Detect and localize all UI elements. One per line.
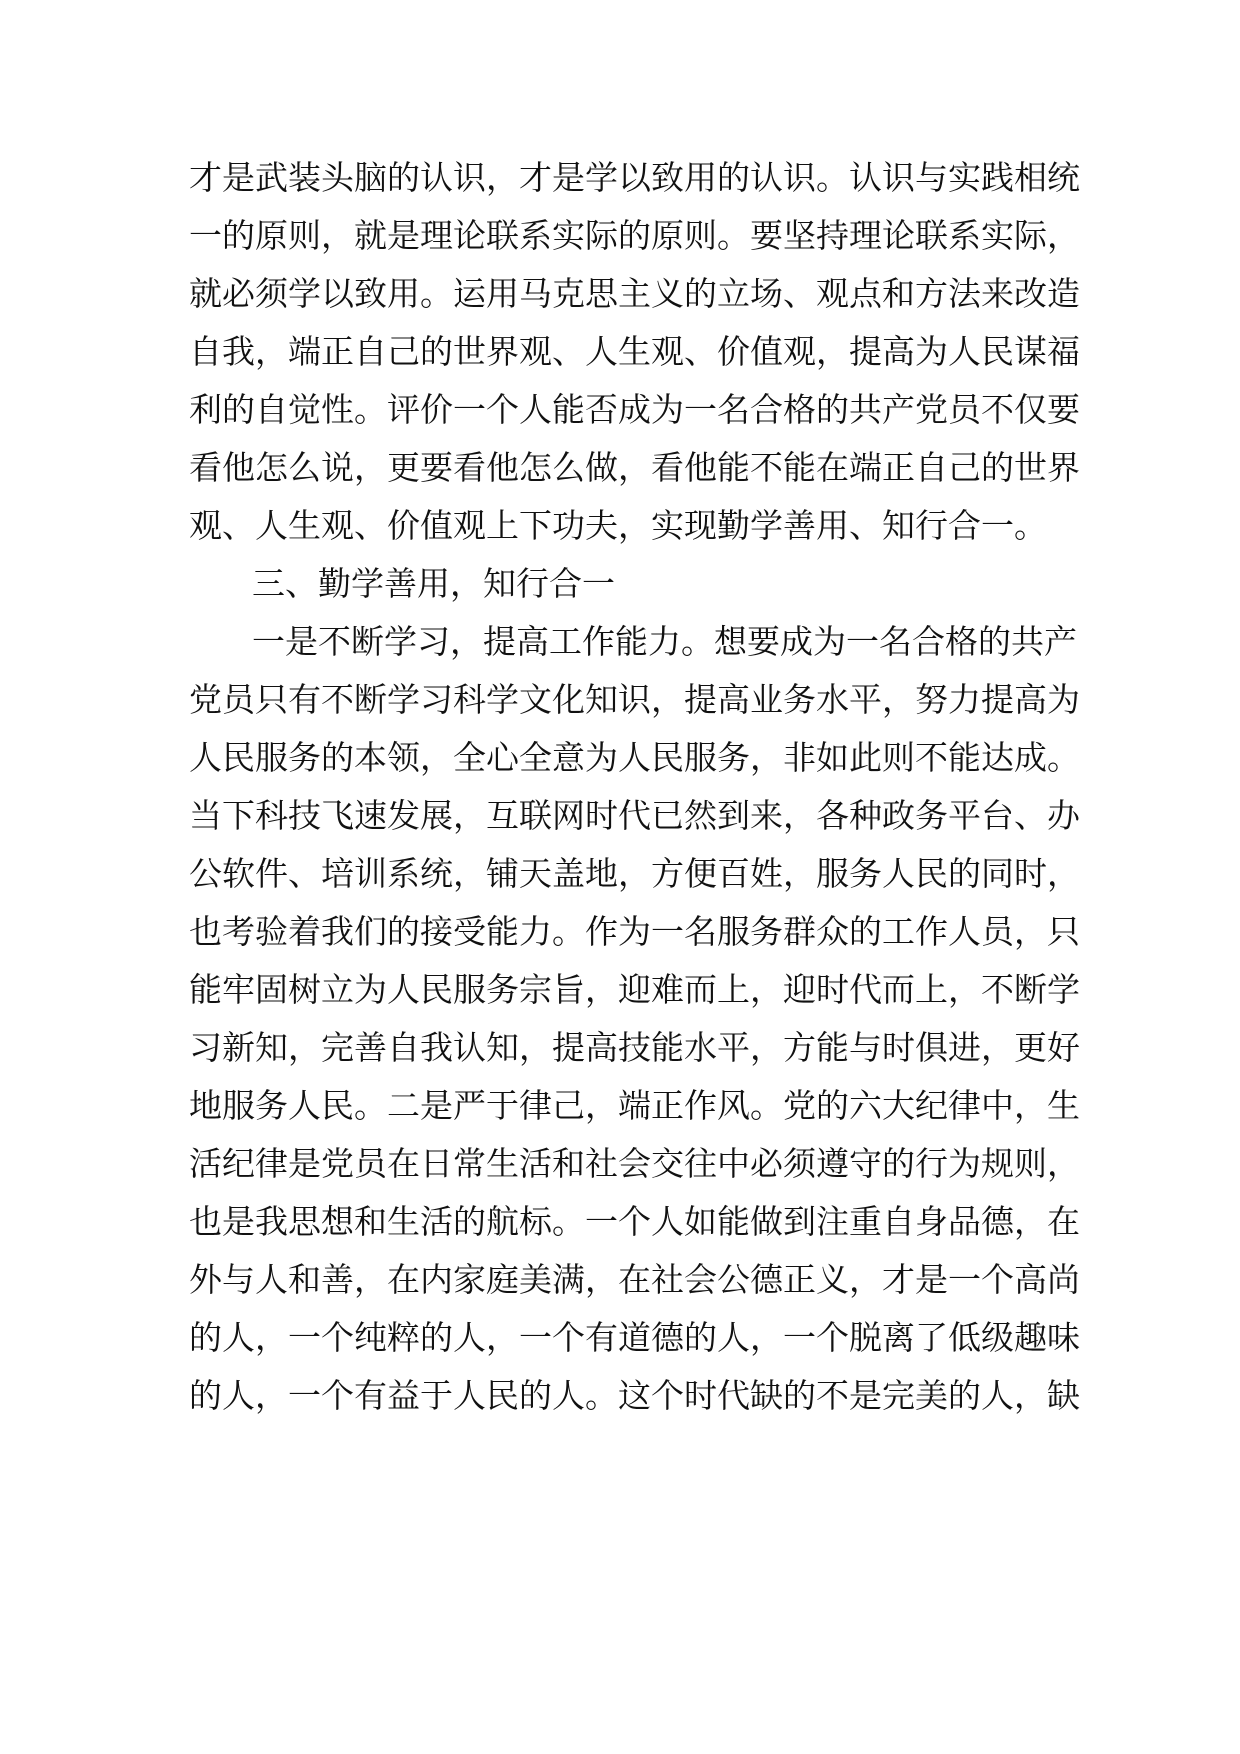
body-text-line: 也考验着我们的接受能力。作为一名服务群众的工作人员，只 xyxy=(189,912,1080,951)
body-text-line: 就必须学以致用。运用马克思主义的立场、观点和方法来改造 xyxy=(189,274,1080,313)
body-text-line: 能牢固树立为人民服务宗旨，迎难而上，迎时代而上，不断学 xyxy=(189,970,1080,1009)
body-text-line: 习新知，完善自我认知，提高技能水平，方能与时俱进，更好 xyxy=(189,1028,1080,1067)
body-text-line: 的人，一个有益于人民的人。这个时代缺的不是完美的人，缺 xyxy=(189,1376,1080,1415)
body-text-line: 人民服务的本领，全心全意为人民服务，非如此则不能达成。 xyxy=(189,738,1080,777)
body-text-line: 当下科技飞速发展，互联网时代已然到来，各种政务平台、办 xyxy=(189,796,1080,835)
body-text-line: 才是武装头脑的认识，才是学以致用的认识。认识与实践相统 xyxy=(189,158,1080,197)
body-text-line: 党员只有不断学习科学文化知识，提高业务水平，努力提高为 xyxy=(189,680,1080,719)
body-text-line: 看他怎么说，更要看他怎么做，看他能不能在端正自己的世界 xyxy=(189,448,1080,487)
paragraph-first-line: 一是不断学习，提高工作能力。想要成为一名合格的共产 xyxy=(252,622,1077,661)
body-text-line: 自我，端正自己的世界观、人生观、价值观，提高为人民谋福 xyxy=(189,332,1080,371)
body-text-line: 地服务人民。二是严于律己，端正作风。党的六大纪律中，生 xyxy=(189,1086,1080,1125)
body-text-line: 观、人生观、价值观上下功夫，实现勤学善用、知行合一。 xyxy=(189,506,1047,545)
body-text-line: 活纪律是党员在日常生活和社会交往中必须遵守的行为规则， xyxy=(189,1144,1080,1183)
body-text-line: 也是我思想和生活的航标。一个人如能做到注重自身品德，在 xyxy=(189,1202,1080,1241)
body-text-line: 公软件、培训系统，铺天盖地，方便百姓，服务人民的同时， xyxy=(189,854,1080,893)
section-heading: 三、勤学善用，知行合一 xyxy=(252,564,615,603)
body-text-line: 一的原则，就是理论联系实际的原则。要坚持理论联系实际， xyxy=(189,216,1080,255)
body-text-line: 的人，一个纯粹的人，一个有道德的人，一个脱离了低级趣味 xyxy=(189,1318,1080,1357)
body-text-line: 利的自觉性。评价一个人能否成为一名合格的共产党员不仅要 xyxy=(189,390,1080,429)
body-text-line: 外与人和善，在内家庭美满，在社会公德正义，才是一个高尚 xyxy=(189,1260,1080,1299)
